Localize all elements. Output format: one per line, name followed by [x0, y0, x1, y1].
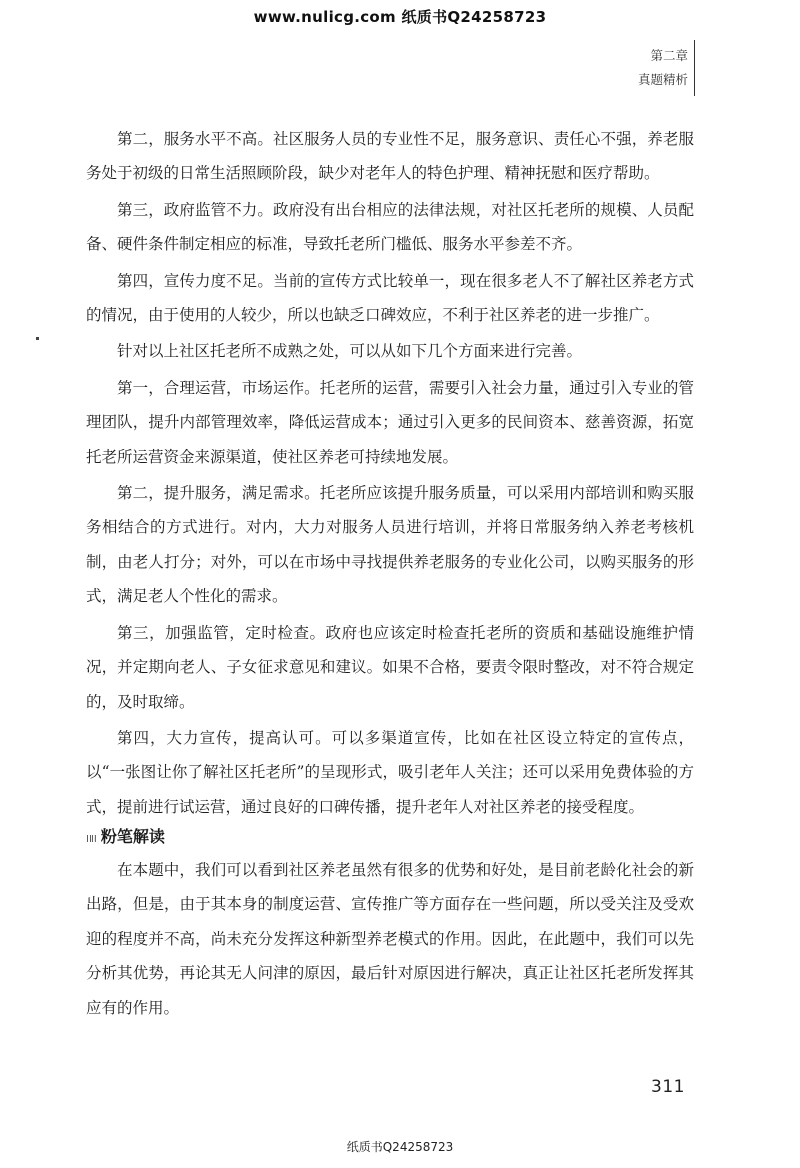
- analysis-paragraph: 在本题中，我们可以看到社区养老虽然有很多的优势和好处，是目前老龄化社会的新出路，但是，由于其本身的制度运营、宣传推广等方面存在一些问题，所以受关注及受欢迎的程度并不高，尚未充分发挥这种新型养老模式的作用。因此，在此题中，我们可以先分析其优势，再论其无人问津的原因，最后针对原因进行解决，真正让社区托老所发挥其应有的作用。: [86, 861, 694, 1017]
- paragraph-measure-4: 第四，大力宣传，提高认可。可以多渠道宣传，比如在社区设立特定的宣传点，以“一张图让你了解社区托老所”的呈现形式，吸引老年人关注；还可以采用免费体验的方式，提前进行试运营，通过良好的口碑传播，提升老年人对社区养老的接受程度。: [86, 728, 694, 816]
- chapter-label: 第二章: [650, 48, 688, 63]
- analysis-section: [86, 853, 694, 1027]
- section-label: 真题精析: [637, 72, 688, 87]
- analysis-title: 粉笔解读: [100, 827, 165, 846]
- running-head: [638, 44, 688, 92]
- paragraph-measure-2: 第二，提升服务，满足需求。托老所应该提升服务质量，可以采用内部培训和购买服务相结合的方式进行。对内，大力对服务人员进行培训，并将日常服务纳入养老考核机制，由老人打分；对外，可以在市场中寻找提供养老服务的专业化公司，以购买服务的形式，满足老人个性化的需求。: [86, 484, 694, 606]
- running-head-rule: [694, 40, 695, 96]
- paragraph-problem-2: 第二，服务水平不高。社区服务人员的专业性不足，服务意识、责任心不强，养老服务处于初级的日常生活照顾阶段，缺少对老年人的特色护理、精神抚慰和医疗帮助。: [86, 130, 694, 183]
- paragraph-measure-3: 第三，加强监管，定时检查。政府也应该定时检查托老所的资质和基础设施维护情况，并定期向老人、子女征求意见和建议。如果不合格，要责令限时整改，对不符合规定的，及时取缔。: [86, 623, 694, 711]
- page-number: 311: [651, 1077, 685, 1097]
- paragraph-measure-1: 第一，合理运营，市场运作。托老所的运营，需要引入社会力量，通过引入专业的管理团队，提升内部管理效率，降低运营成本；通过引入更多的民间资本、慈善资源，拓宽托老所运营资金来源渠道，使社区养老可持续地发展。: [86, 378, 694, 466]
- margin-speck: [36, 337, 39, 340]
- paragraph-problem-3: 第三，政府监管不力。政府没有出台相应的法律法规，对社区托老所的规模、人员配备、硬件条件制定相应的标准，导致托老所门槛低、服务水平参差不齐。: [86, 200, 694, 254]
- bottom-watermark-banner: 纸质书Q24258723: [346, 1140, 454, 1154]
- analysis-tag-icon: ⅠⅡⅠ: [86, 834, 97, 845]
- main-text: [86, 122, 694, 826]
- analysis-heading: [86, 824, 165, 847]
- top-watermark-banner: www.nulicg.com 纸质书Q24258723: [253, 8, 547, 26]
- paragraph-transition: 针对以上社区托老所不成熟之处，可以从如下几个方面来进行完善。: [117, 342, 583, 361]
- paragraph-problem-4: 第四，宣传力度不足。当前的宣传方式比较单一，现在很多老人不了解社区养老方式的情况，由于使用的人较少，所以也缺乏口碑效应，不利于社区养老的进一步推广。: [86, 271, 694, 325]
